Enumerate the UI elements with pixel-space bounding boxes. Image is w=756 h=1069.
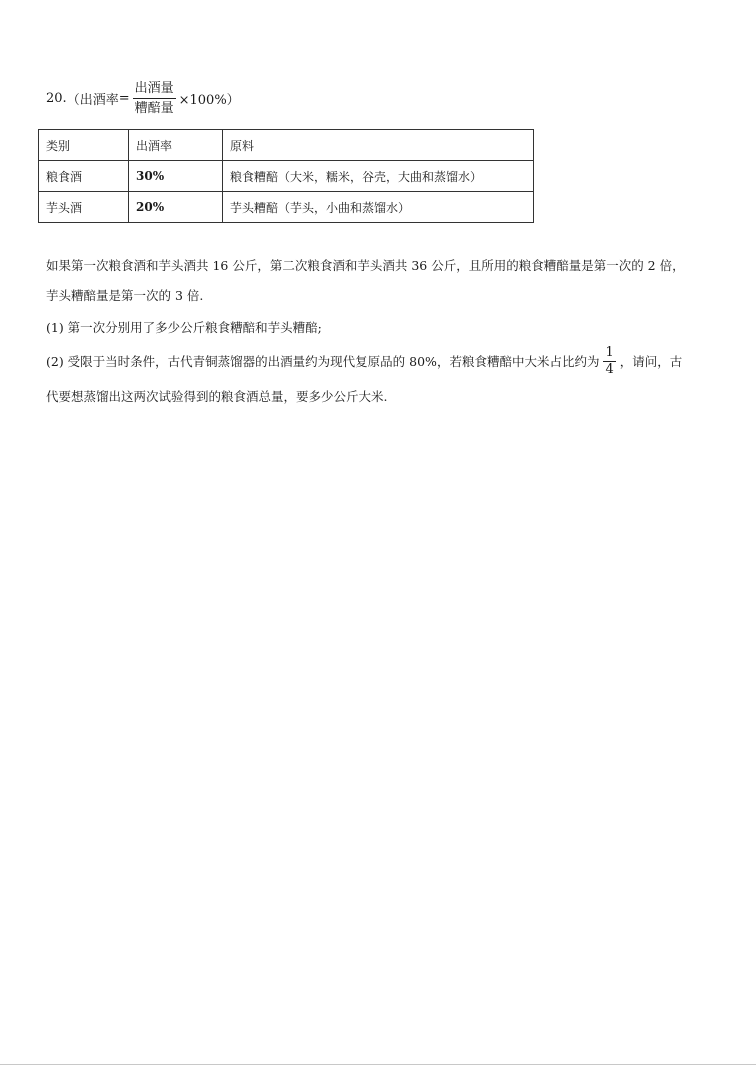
sub-question-2-tail: ，请问，古 bbox=[619, 353, 683, 369]
table-row bbox=[39, 161, 534, 192]
formula-numerator: 出酒量 bbox=[133, 80, 176, 99]
problem-text-line-1: 如果第一次粮食酒和芋头酒共 16 公斤，第二次粮食酒和芋头酒共 36 公斤，且所用的粮食糟醅量是第一次的 2 倍， bbox=[46, 258, 685, 273]
table-header-row bbox=[39, 130, 534, 161]
page-bottom-divider bbox=[0, 1064, 756, 1065]
table-cell: 粮食酒 bbox=[39, 161, 129, 192]
ratio-fraction bbox=[603, 345, 615, 378]
table-row bbox=[39, 192, 534, 223]
sub-question-2-text: (2) 受限于当时条件，古代青铜蒸馏器的出酒量约为现代复原品的 80%，若粮食糟醅中大米占比约为 bbox=[46, 353, 600, 369]
question-header bbox=[46, 80, 240, 117]
formula-open: （出酒率 bbox=[66, 93, 119, 108]
table-header-cell: 出酒率 bbox=[129, 130, 223, 161]
table-header-cell: 类别 bbox=[39, 130, 129, 161]
table-cell: 芋头酒 bbox=[39, 192, 129, 223]
sub-question-2 bbox=[46, 345, 682, 378]
table-cell: 粮食糟醅（大米，糯米，谷壳，大曲和蒸馏水） bbox=[223, 161, 534, 192]
table-cell: 30% bbox=[129, 161, 223, 192]
question-number: 20. bbox=[46, 91, 67, 106]
sub-question-1: (1) 第一次分别用了多少公斤粮食糟醅和芋头糟醅; bbox=[46, 320, 322, 335]
formula-denominator: 糟醅量 bbox=[134, 101, 174, 116]
formula-tail: ×100%） bbox=[178, 93, 240, 108]
table-cell: 芋头糟醅（芋头，小曲和蒸馏水） bbox=[223, 192, 534, 223]
ratio-numerator: 1 bbox=[605, 345, 614, 360]
table-header-cell: 原料 bbox=[223, 130, 534, 161]
ratio-denominator: 4 bbox=[605, 362, 614, 377]
problem-text-line-2: 芋头糟醅量是第一次的 3 倍. bbox=[46, 288, 204, 303]
table-cell: 20% bbox=[129, 192, 223, 223]
formula-equals: = bbox=[118, 91, 130, 106]
liquor-table bbox=[38, 129, 534, 223]
sub-question-2-continued: 代要想蒸馏出这两次试验得到的粮食酒总量，要多少公斤大米. bbox=[46, 389, 388, 404]
formula-fraction bbox=[133, 80, 176, 117]
